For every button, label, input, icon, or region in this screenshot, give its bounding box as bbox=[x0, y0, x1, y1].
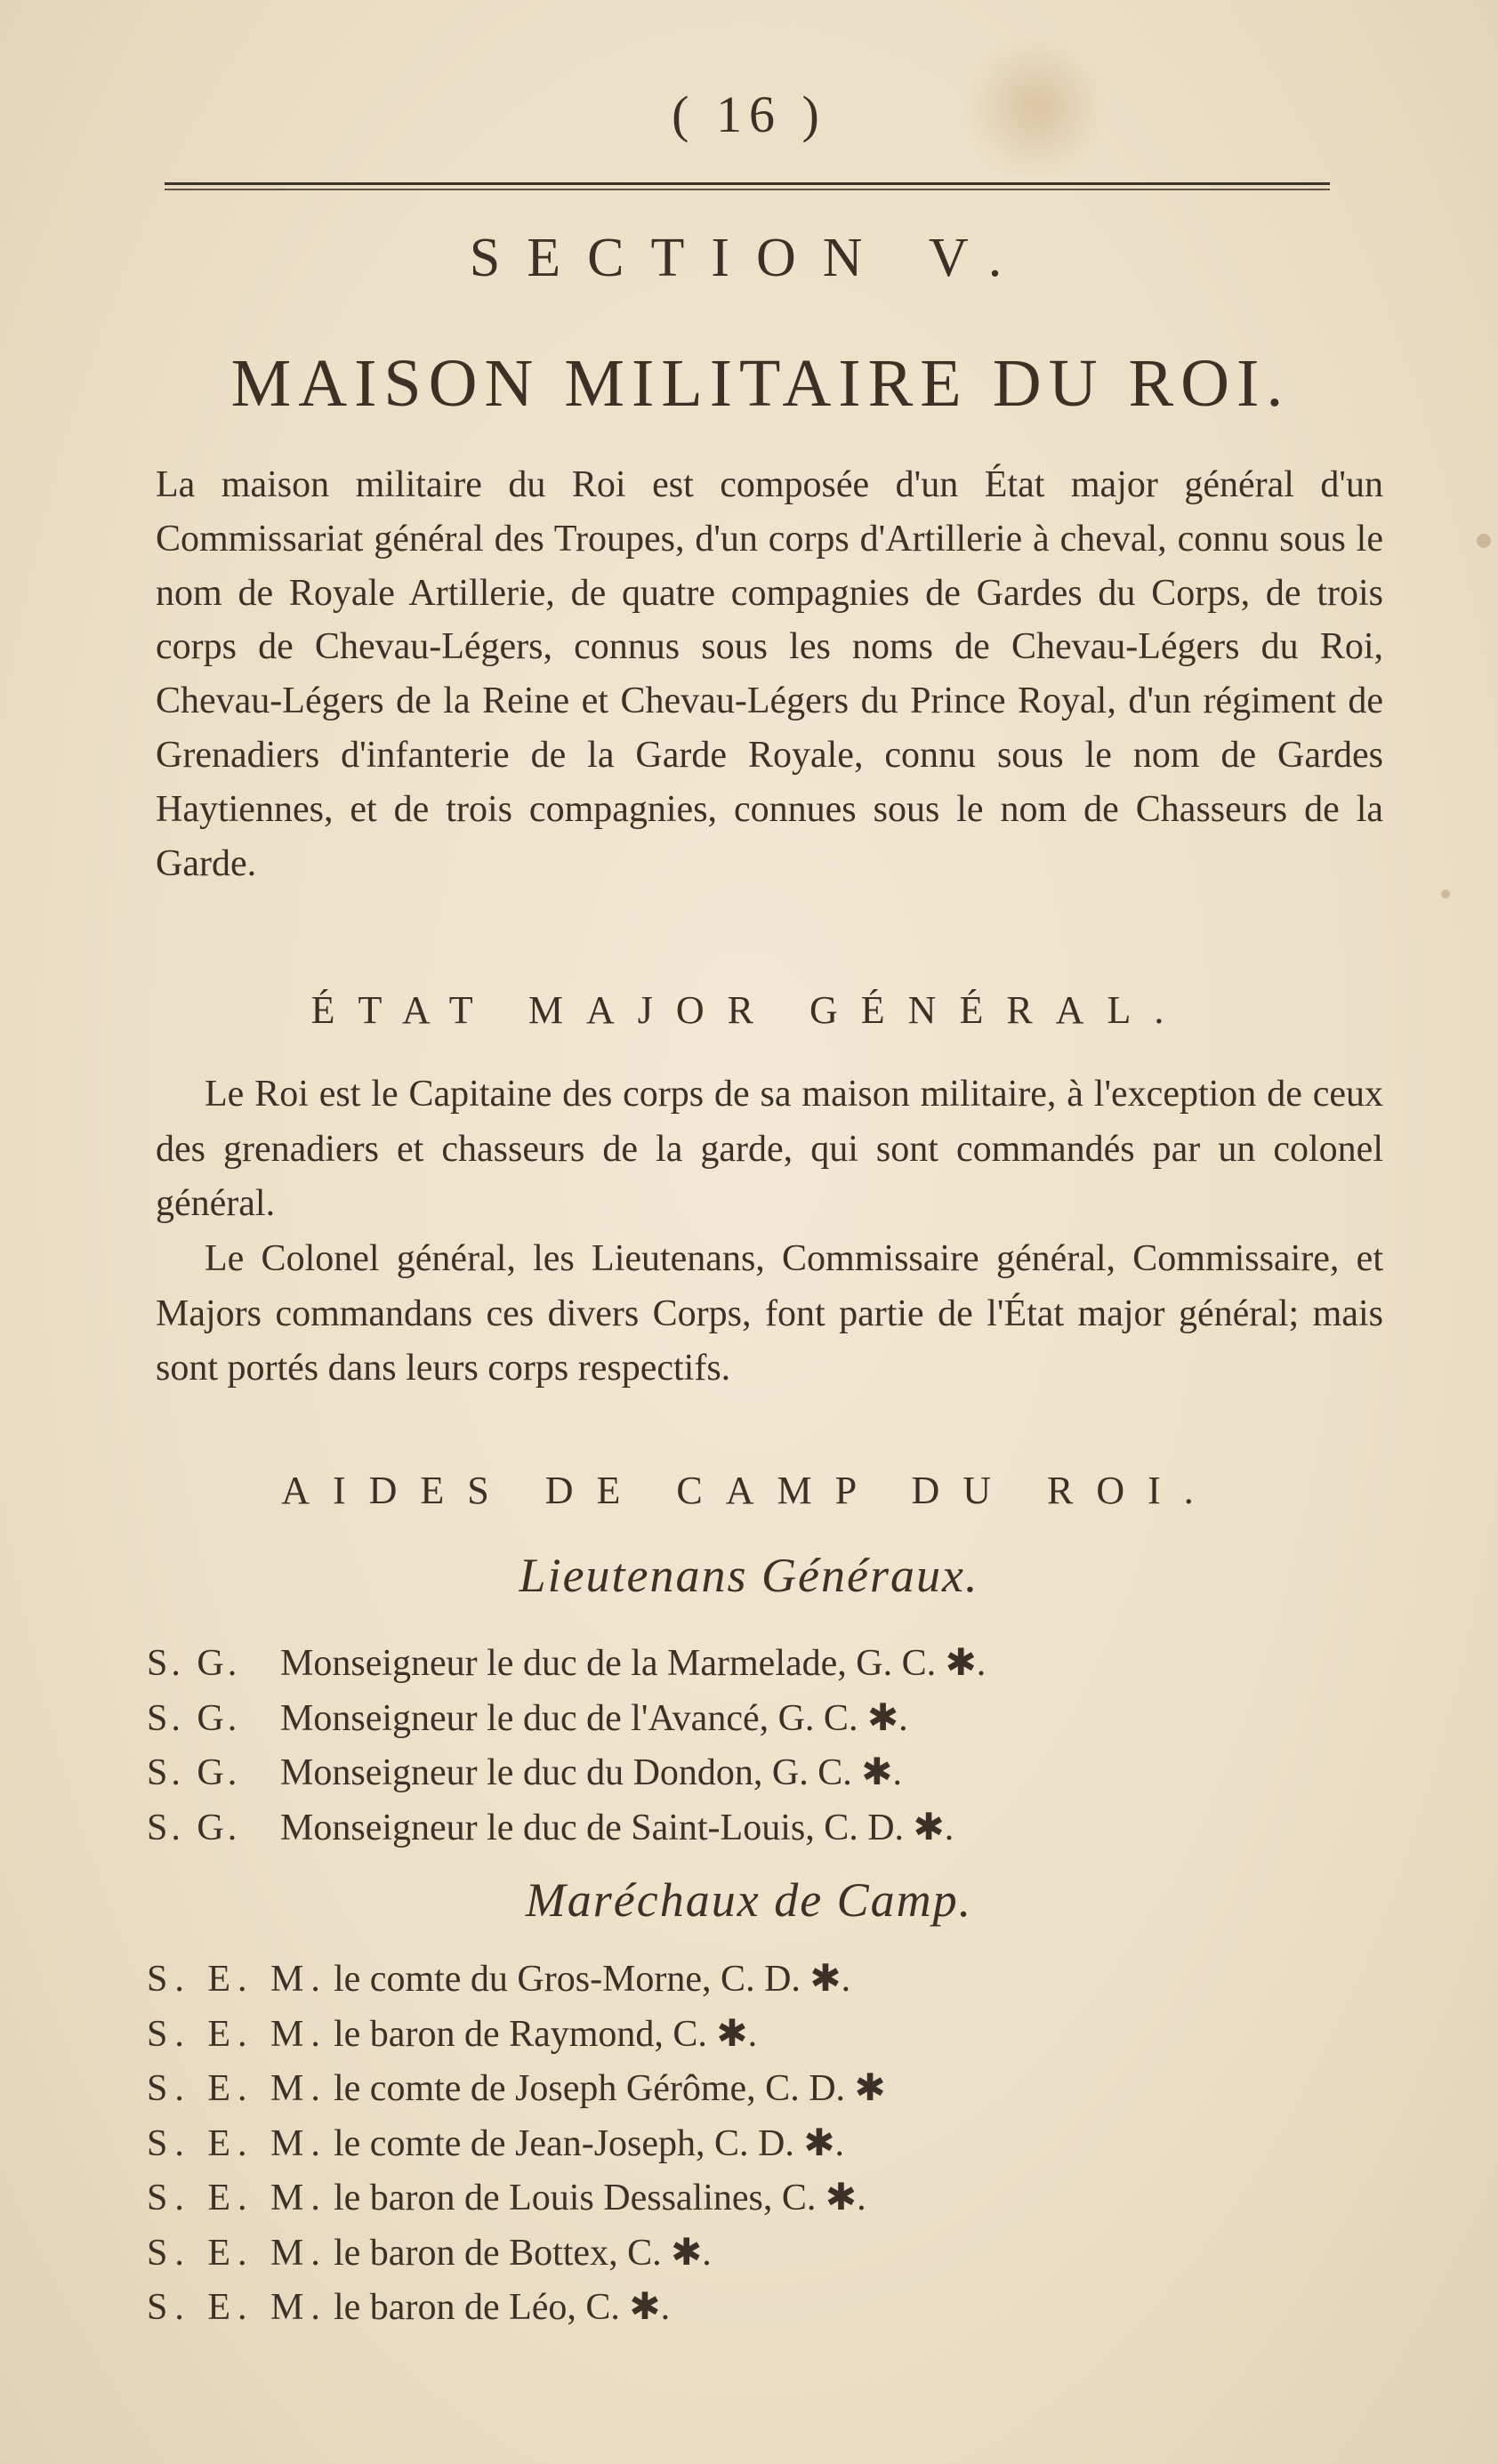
list-item bbox=[147, 2281, 1348, 2336]
honorific: S. G. bbox=[147, 1697, 241, 1739]
officer-name: le baron de Raymond, C. ✱. bbox=[334, 2013, 758, 2055]
lieutenants-list bbox=[147, 1637, 1348, 1856]
honorific: S. E. M. bbox=[147, 2122, 327, 2164]
marechaux-heading: Maréchaux de Camp. bbox=[525, 1873, 973, 1927]
honorific: S. G. bbox=[147, 1807, 241, 1848]
foxing-spot bbox=[1441, 890, 1450, 898]
officer-name: le baron de Léo, C. ✱. bbox=[334, 2287, 671, 2328]
list-item bbox=[147, 1801, 1348, 1856]
honorific: S. E. M. bbox=[147, 2178, 327, 2218]
list-item bbox=[147, 1953, 1348, 2008]
honorific: S. E. M. bbox=[147, 2013, 327, 2055]
main-title: MAISON MILITAIRE DU ROI. bbox=[230, 346, 1291, 421]
officer-name: Monseigneur le duc de la Marmelade, G. C. ✱. bbox=[280, 1643, 987, 1684]
list-item bbox=[147, 1692, 1348, 1747]
intro-paragraph: La maison militaire du Roi est composée d'un État major général d'un Commissariat général des Troupes, d'un corps d'Artillerie à cheval, connu sous le nom de Royale Artillerie, de quatre compagnies de Gardes du Corps, de trois corps de Chevau-Légers, connus sous les noms de Chevau-Légers du Roi, Chevau-Légers de la Reine et Chevau-Légers du Prince Royal, d'un régiment de Grenadiers d'infanterie de la Garde Royale, connu sous le nom de Gardes Haytiennes, et de trois compagnies, connues sous le nom de Chasseurs de la Garde. bbox=[156, 464, 1383, 884]
list-item bbox=[147, 2117, 1348, 2172]
lieutenants-heading: Lieutenans Généraux. bbox=[519, 1549, 979, 1602]
officer-name: le comte de Joseph Gérôme, C. D. ✱ bbox=[334, 2068, 886, 2109]
officer-name: Monseigneur le duc de l'Avancé, G. C. ✱. bbox=[280, 1697, 908, 1739]
page-number: ( 16 ) bbox=[672, 85, 826, 143]
list-item bbox=[147, 2008, 1348, 2063]
header-rule bbox=[165, 182, 1330, 185]
marechaux-list bbox=[147, 1953, 1348, 2336]
honorific: S. G. bbox=[147, 1752, 241, 1793]
honorific: S. E. M. bbox=[147, 2287, 327, 2328]
honorific: S. G. bbox=[147, 1643, 241, 1684]
list-item bbox=[147, 2062, 1348, 2117]
honorific: S. E. M. bbox=[147, 2232, 327, 2274]
honorific: S. E. M. bbox=[147, 2068, 327, 2109]
aides-title: AIDES DE CAMP DU ROI. bbox=[281, 1469, 1217, 1512]
section-title: SECTION V. bbox=[469, 228, 1029, 288]
etat-major-title: ÉTAT MAJOR GÉNÉRAL. bbox=[310, 988, 1188, 1032]
list-item bbox=[147, 2226, 1348, 2282]
officer-name: le comte de Jean-Joseph, C. D. ✱. bbox=[334, 2122, 845, 2164]
list-item bbox=[147, 1746, 1348, 1801]
foxing-spot bbox=[1477, 534, 1491, 548]
officer-name: le comte du Gros-Morne, C. D. ✱. bbox=[334, 1959, 851, 2000]
officer-name: Monseigneur le duc du Dondon, G. C. ✱. bbox=[280, 1752, 902, 1793]
officer-name: Monseigneur le duc de Saint-Louis, C. D. ✱. bbox=[280, 1807, 954, 1848]
etat-major-paragraph-1: Le Roi est le Capitaine des corps de sa maison militaire, à l'exception de ceux des grenadiers et chasseurs de la garde, qui sont commandés par un colonel général. bbox=[156, 1074, 1383, 1224]
header-rule-secondary bbox=[165, 189, 1330, 190]
list-item bbox=[147, 2171, 1348, 2226]
etat-major-paragraph-2: Le Colonel général, les Lieutenans, Commissaire général, Commissaire, et Majors commandans ces divers Corps, font partie de l'État major général; mais sont portés dans leurs corps respectifs. bbox=[156, 1238, 1383, 1389]
officer-name: le baron de Bottex, C. ✱. bbox=[334, 2232, 712, 2274]
honorific: S. E. M. bbox=[147, 1959, 327, 2000]
list-item bbox=[147, 1637, 1348, 1692]
officer-name: le baron de Louis Dessalines, C. ✱. bbox=[334, 2178, 866, 2218]
